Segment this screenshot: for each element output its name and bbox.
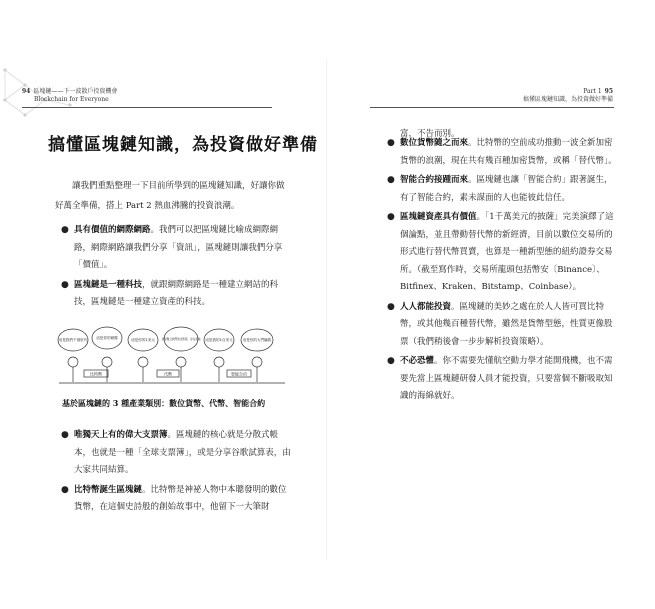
bullet-icon: ●: [387, 301, 395, 312]
cartoon-illustration: [57, 326, 287, 388]
running-title: 搞懂區塊鏈知識，為投資做好準備: [522, 96, 613, 103]
figure-label: 比特幣: [90, 371, 102, 377]
bubble-text: 這是我們千禧世代: [58, 338, 88, 342]
bullet-icon: ●: [61, 225, 69, 235]
bullet-text: 。我們可以把區塊鏈比喻成網際網路，網際網路讓我們分享「資訊」，區塊鏈則讓我們分享「價值」。: [74, 225, 283, 270]
bullet-term: 區塊鏈是一種科技: [74, 279, 143, 290]
list-item: [386, 135, 618, 170]
bullet-text: 。比特幣的空前成功推動一波全新加密貨幣的浪潮，現在共有幾百種加密貨幣，或稱「替代幣」。: [400, 138, 617, 166]
running-title-cn: 區塊鏈——下一波散戶投資機會: [33, 88, 118, 95]
bullet-term: 不必恐懼: [400, 356, 435, 366]
section-heading: 搞懂區塊鏈知識，為投資做好準備: [48, 135, 318, 155]
intro-paragraph: 讓我們重點整理一下目前所學到的區塊鏈知識，好讓你做好萬全準備，搭上 Part 2 熱血沸騰的投資浪潮。: [55, 181, 285, 211]
bullet-text: 。區塊鏈的美妙之處在於人人皆可買比特幣，或其他幾百種替代幣，雖然是貨幣型態，性質更像股票（我們稍後會一步步解析投資策略）。: [400, 301, 613, 347]
page-number: 95: [604, 88, 613, 95]
bullet-list-right: [386, 135, 618, 408]
bullet-text: ，就跟網際網路是一種建立網站的科技，區塊鏈是一種建立資產的科技。: [74, 279, 279, 307]
bubble-text: 這是你的大門鑰匙: [242, 338, 272, 342]
bullet-icon: ●: [61, 430, 69, 440]
bubble-text: 這是我的1百美元: [205, 338, 233, 342]
figure-caption: 基於區塊鏈的 3 種產業類別：數位貨幣、代幣、智能合約: [62, 398, 266, 408]
bullet-icon: ●: [387, 175, 395, 185]
bullet-term: 唯獨天上有的偉大支票簿: [74, 430, 168, 440]
figure-label: 智能合約: [231, 371, 247, 377]
list-item: [60, 222, 292, 275]
continuation-text: 富，不告而別。: [400, 129, 460, 139]
bullet-term: 比特幣誕生區塊鏈: [74, 484, 143, 495]
bubble-text: 這是聚合我們的支票簿，存在雲端: [161, 338, 201, 341]
figure-label: 代幣: [164, 371, 172, 377]
bullet-icon: ●: [387, 212, 395, 222]
list-item: [60, 277, 292, 312]
bullet-text: 。區塊鏈也讓「智能合約」跟著誕生，有了智能合約，素未謀面的人也能彼此信任。: [400, 175, 613, 203]
bullet-text: 。你不需要先懂航空動力學才能開飛機，也不需要先當上區塊鏈研發人員才能投資，只要當個不斷吸取知識的海綿就好。: [400, 356, 613, 401]
list-item: [60, 482, 292, 517]
bullet-term: 人人都能投資: [400, 301, 452, 312]
header-rule: [370, 107, 614, 108]
bullet-list-top: [60, 222, 292, 314]
running-title-en: Blockchain for Everyone: [34, 96, 109, 103]
list-item: [386, 209, 618, 297]
bullet-icon: ●: [61, 484, 69, 495]
bubble-text: 這是你的硬碟: [96, 336, 118, 340]
left-page: [0, 0, 327, 609]
bullet-term: 智能合約接踵而來: [400, 175, 469, 185]
list-item: [60, 427, 292, 480]
page-number: 94: [22, 88, 31, 95]
bullet-text: 。比特幣是神祕人物中本聰發明的數位貨幣，在這個史詩般的創始故事中，他留下一大筆財: [74, 484, 287, 512]
bullet-icon: ●: [61, 279, 69, 290]
running-part: Part 1: [583, 88, 602, 95]
bubble-text: 這是你的1美元: [131, 338, 155, 342]
bullet-term: 區塊鏈資產具有價值: [400, 212, 477, 222]
header-rule: [22, 107, 272, 108]
bullet-icon: ●: [387, 356, 395, 366]
book-gutter: [326, 60, 327, 560]
bullet-icon: ●: [387, 138, 395, 148]
bullet-term: 具有價值的網際網路: [74, 225, 151, 235]
bullet-term: 數位貨幣隨之而來: [400, 138, 469, 148]
list-item: [386, 172, 618, 207]
list-item: [386, 299, 618, 352]
bullet-text: 。「1千萬美元的披薩」完美演繹了這個論點，並且帶動替代幣的新經濟，目前以數位交易所的形式進行替代幣買賣，也算是一種新型態的紐約證券交易所。（截至寫作時，交易所龍頭包括幣安〔Binance〕、Bitfinex、Kraken、Bitstamp、Coinbase）。: [400, 212, 614, 292]
bullet-list-bottom: [60, 427, 292, 519]
bullet-text: 。區塊鏈的核心就是分散式帳本，也就是一種「全球支票簿」，或是分享谷歌試算表，由大家共同結算。: [74, 430, 291, 475]
running-header-left: [22, 88, 117, 104]
list-item: [386, 353, 618, 406]
running-header-right: [523, 88, 613, 104]
